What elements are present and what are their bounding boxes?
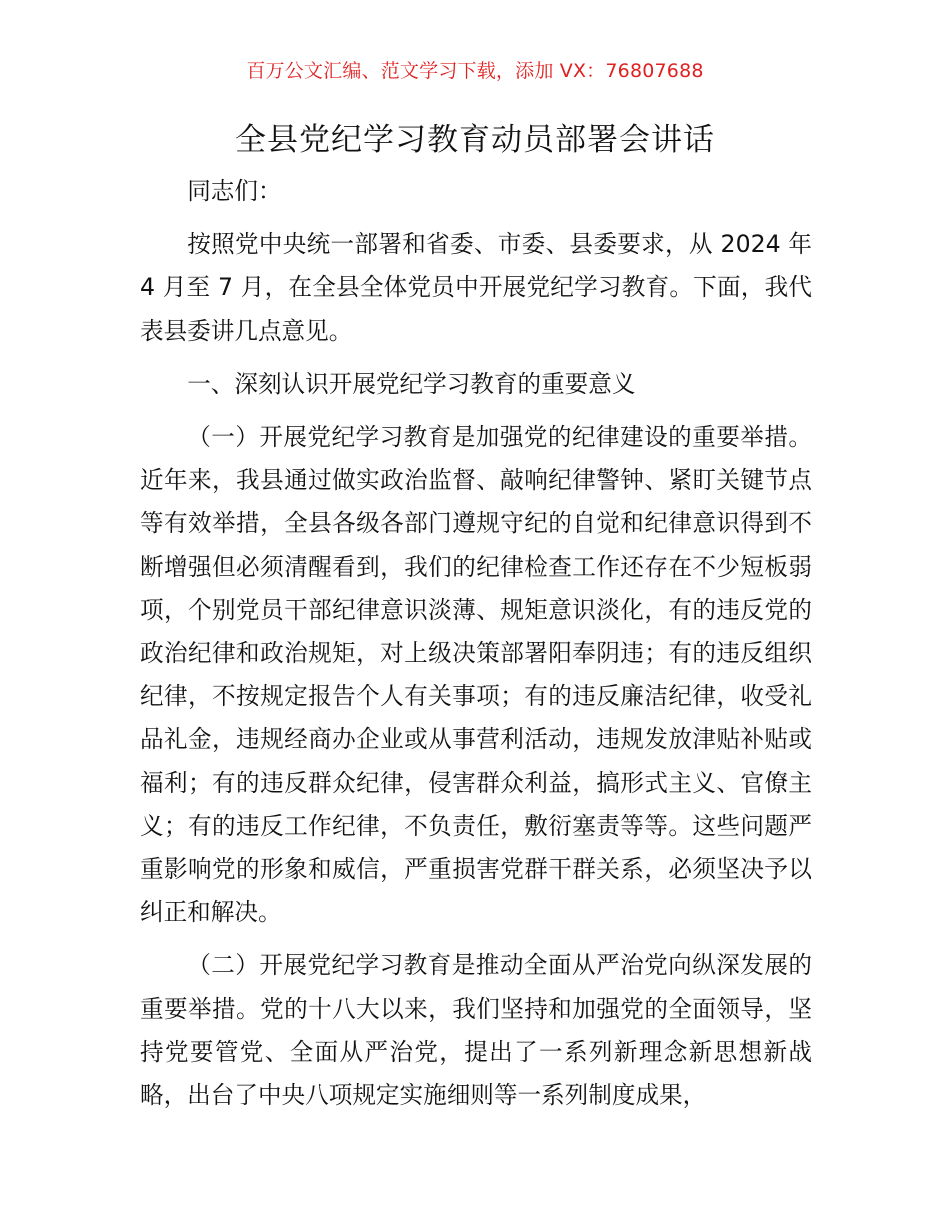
salutation: 同志们： xyxy=(187,177,282,205)
paragraph-subsection-1: （一）开展党纪学习教育是加强党的纪律建设的重要举措。近年来，我县通过做实政治监督、敲响纪律警钟、紧盯关键节点等有效举措，全县各级各部门遵规守纪的自觉和纪律意识得到不断增强但必须清醒看到，我们的纪律检查工作还存在不少短板弱项，个别党员干部纪律意识淡薄、规矩意识淡化，有的违反党的政治纪律和政治规矩，对上级决策部署阳奉阴违；有的违反组织纪律，不按规定报告个人有关事项；有的违反廉洁纪律，收受礼品礼金，违规经商办企业或从事营利活动，违规发放津贴补贴或福利；有的违反群众纪律，侵害群众利益，搞形式主义、官僚主义；有的违反工作纪律，不负责任，敷衍塞责等等。这些问题严重影响党的形象和威信，严重损害党群干群关系，必须坚决予以纠正和解决。 xyxy=(140,423,812,927)
document-title: 全县党纪学习教育动员部署会讲话 xyxy=(235,122,715,158)
watermark-header: 百万公文汇编、范文学习下载，添加 VX：76807688 xyxy=(246,60,704,82)
document-body xyxy=(140,170,812,1127)
paragraph-intro: 按照党中央统一部署和省委、市委、县委要求，从 2024 年 4 月至 7 月，在全县全体党员中开展党纪学习教育。下面，我代表县委讲几点意见。 xyxy=(140,230,812,345)
section-heading-1: 一、深刻认识开展党纪学习教育的重要意义 xyxy=(187,369,636,398)
paragraph-subsection-2: （二）开展党纪学习教育是推动全面从严治党向纵深发展的重要举措。党的十八大以来，我们坚持和加强党的全面领导，坚持党要管党、全面从严治党，提出了一系列新理念新思想新战略，出台了中央八项规定实施细则等一系列制度成果， xyxy=(140,951,812,1110)
